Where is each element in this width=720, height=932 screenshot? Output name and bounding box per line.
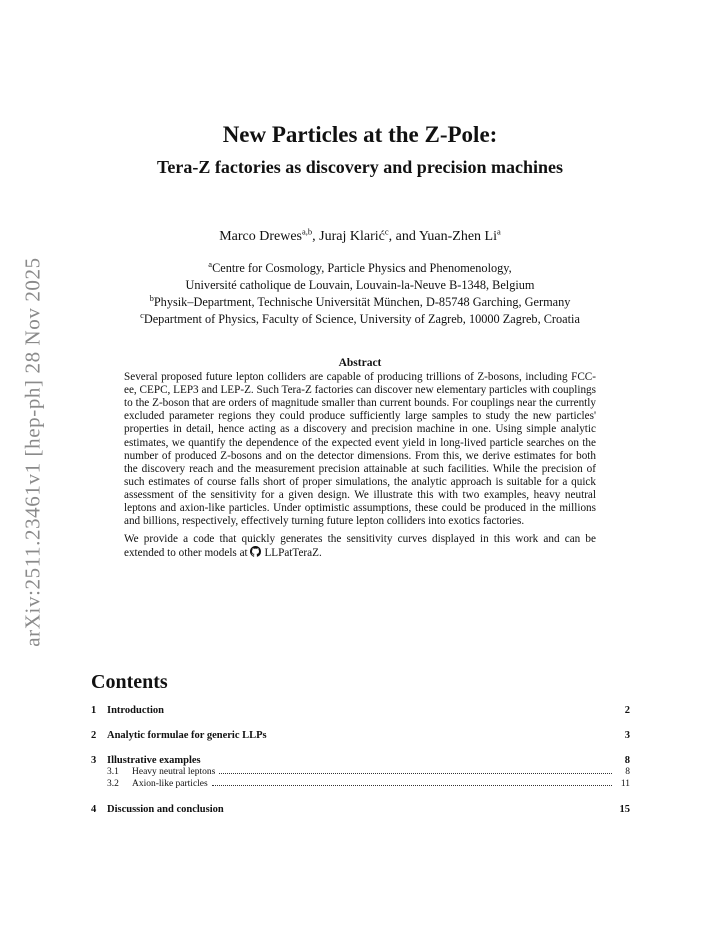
- affiliation-line: Université catholique de Louvain, Louvain-la-Neuve B-1348, Belgium: [185, 278, 535, 292]
- toc-subsection-axion-like-particles[interactable]: [91, 778, 630, 790]
- toc-section-page: 8: [624, 755, 630, 766]
- toc-section-title: Discussion and conclusion: [107, 804, 224, 815]
- affiliation-mark: c: [140, 309, 144, 320]
- code-repository-link[interactable]: LLPatTeraZ.: [264, 547, 322, 560]
- toc-subsection-title: Axion-like particles: [132, 779, 208, 789]
- arxiv-identifier-stamp: arXiv:2511.23461v1 [hep-ph] 28 Nov 2025: [20, 257, 45, 647]
- affiliation-line: [0, 294, 720, 311]
- toc-subsection-title: Heavy neutral leptons: [132, 767, 216, 777]
- toc-section-page: 15: [619, 804, 630, 815]
- toc-section-analytic-formulae[interactable]: [91, 730, 630, 741]
- toc-section-number: 3: [91, 755, 97, 766]
- toc-section-title: Illustrative examples: [107, 755, 201, 766]
- github-icon: [250, 546, 261, 557]
- toc-subsection-page: 11: [620, 779, 630, 789]
- table-of-contents: [91, 705, 630, 815]
- paper-title: New Particles at the Z-Pole:: [222, 122, 498, 147]
- toc-subsection-heavy-neutral-leptons[interactable]: [91, 766, 630, 778]
- affiliation-text: Department of Physics, Faculty of Science, University of Zagreb, 10000 Zagreb, Croatia: [143, 312, 580, 326]
- toc-section-illustrative-examples[interactable]: [91, 755, 630, 766]
- author-name: Yuan-Zhen Li: [418, 229, 497, 244]
- abstract-code-sentence: We provide a code that quickly generates the sensitivity curves displayed in this work and can be extended to other models at: [124, 533, 596, 560]
- toc-section-title: Analytic formulae for generic LLPs: [107, 730, 267, 741]
- toc-subsection-number: 3.2: [107, 779, 119, 789]
- abstract-section: [124, 357, 596, 560]
- affiliation-list: [0, 260, 720, 328]
- toc-section-number: 2: [91, 730, 97, 741]
- toc-section-discussion[interactable]: [91, 804, 630, 815]
- toc-dot-leader: [219, 773, 612, 774]
- affiliation-text: Physik–Department, Technische Universität München, D-85748 Garching, Germany: [153, 295, 571, 309]
- toc-section-number: 1: [91, 705, 97, 716]
- affiliation-mark: b: [149, 292, 154, 303]
- author-name: Marco Drewes: [219, 229, 302, 244]
- contents-heading: Contents: [91, 671, 168, 693]
- author-affiliation-mark: a,b: [302, 226, 313, 237]
- affiliation-line: [0, 260, 720, 277]
- toc-subsection-number: 3.1: [107, 767, 119, 777]
- abstract-heading: Abstract: [338, 357, 382, 369]
- author-list: [0, 226, 720, 245]
- affiliation-mark: a: [208, 258, 213, 269]
- toc-section-number: 4: [91, 804, 97, 815]
- toc-section-page: 3: [624, 730, 630, 741]
- toc-section-title: Introduction: [107, 705, 164, 716]
- abstract-paragraph: [124, 533, 596, 560]
- abstract-paragraph: Several proposed future lepton colliders are capable of producing trillions of Z-bosons, including FCC-ee, CEPC, LEP3 and LEP-Z. Such Tera-Z factories can discover new elementary particles with couplings to the Z-boson that are orders of magnitude smaller than current bounds. For couplings near the currently excluded parameter regions they could produce sufficiently large samples to study the new particles' properties in detail, hence acting as a discovery and precision machine in one. Using simple analytic estimates, we quantify the dependence of the expected event yield in long-lived particle searches on the number of produced Z-bosons and on the detector dimensions. From this, we derive estimates for both the discovery reach and the measurement precision attainable at such facilities. While the precision of such estimates of course falls short of proper simulations, the analytic approach is suitable for a quick assessment of the sensitivity for a given design. We illustrate this with two examples, heavy neutral leptons and axion-like particles. Under optimistic assumptions, these could be produced in the millions and billions, respectively, effectively turning future lepton colliders into exotics factories.: [124, 371, 596, 528]
- toc-subsection-page: 8: [625, 767, 630, 777]
- author-affiliation-mark: a: [497, 226, 501, 237]
- toc-dot-leader: [212, 785, 612, 786]
- toc-section-introduction[interactable]: [91, 705, 630, 716]
- author-separator: , and: [388, 229, 419, 244]
- affiliation-text: Centre for Cosmology, Particle Physics and Phenomenology,: [212, 261, 512, 275]
- paper-subtitle: Tera-Z factories as discovery and precision machines: [157, 157, 563, 177]
- author-affiliation-mark: c: [384, 226, 389, 237]
- toc-section-page: 2: [624, 705, 630, 716]
- author-separator: ,: [312, 229, 320, 244]
- author-name: Juraj Klarić: [319, 229, 385, 244]
- affiliation-line: [0, 311, 720, 328]
